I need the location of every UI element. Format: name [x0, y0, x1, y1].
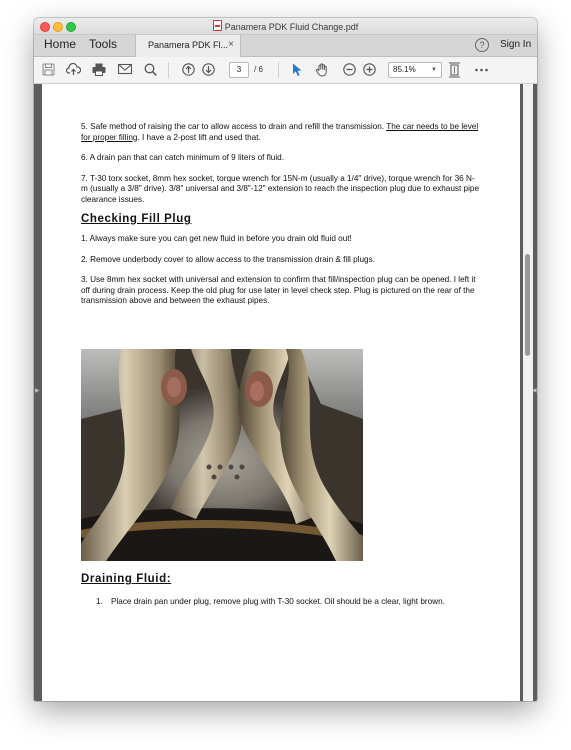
item5-text: 5. Safe method of raising the car to allow access to drain and refill the transmission.: [81, 122, 387, 131]
cloud-upload-icon[interactable]: [66, 63, 81, 76]
item5-text-end: . I have a 2-post lift and used that.: [137, 132, 261, 142]
requirement-item-5: [81, 122, 481, 143]
fill-step-3: 3. Use 8mm hex socket with universal and extension to confirm that fill/inspection plug can be opened. I left it off during drain process. Keep the old plug for use later in level check step. Plug is pictured on the rear of the transmission above and between the exhaust pipes.: [81, 275, 476, 305]
hand-icon[interactable]: [315, 63, 329, 77]
zoom-out-icon[interactable]: [343, 63, 356, 76]
tab-document-label: Panamera PDK Fl...: [148, 40, 229, 50]
right-panel-toggle-icon[interactable]: ◀: [532, 388, 537, 394]
help-icon[interactable]: ?: [475, 38, 489, 52]
requirement-item-6: 6. A drain pan that can catch minimum of 9 liters of fluid.: [81, 153, 284, 162]
page-down-icon[interactable]: [202, 63, 215, 76]
pdf-file-icon: [213, 20, 222, 31]
drain-step-1-text: Place drain pan under plug, remove plug with T-30 socket. Oil should be a clear, light brown.: [111, 597, 445, 606]
save-icon[interactable]: [42, 63, 55, 76]
window-title-text: Panamera PDK Fluid Change.pdf: [224, 22, 359, 32]
select-cursor-icon[interactable]: [292, 63, 303, 77]
pdf-viewer-window: [34, 18, 537, 701]
requirement-item-7: 7. T-30 torx socket, 8mm hex socket, torque wrench for 15N-m (usually a 1/4" drive), torque wrench for 36 N-m (usually a 3/8" drive). 3/8" universal and 3/8"-12" extension to reach the inspection plug due to exhaust pipe clearance issues.: [81, 173, 480, 204]
toolbar-separator: [278, 62, 279, 78]
nav-home[interactable]: Home: [44, 37, 77, 51]
zoom-level-select[interactable]: [388, 62, 442, 78]
email-icon[interactable]: [118, 63, 132, 75]
zoom-level-value: 85.1%: [393, 65, 416, 74]
page-text: [81, 122, 481, 307]
window-title: [34, 20, 537, 32]
drain-step-1-number: 1.: [96, 597, 103, 606]
exhaust-pipes-image: [81, 349, 363, 561]
print-icon[interactable]: [92, 63, 106, 76]
title-bar: [34, 18, 537, 35]
tab-document[interactable]: [135, 35, 241, 57]
fit-page-icon[interactable]: [448, 62, 461, 78]
heading-draining-fluid: Draining Fluid:: [81, 573, 172, 585]
chevron-down-icon: ▼: [431, 67, 437, 73]
tab-bar: [34, 35, 537, 57]
page-up-icon[interactable]: [182, 63, 195, 76]
toolbar-separator: [168, 62, 169, 78]
item5-underlined: The car needs to be level for proper filling: [81, 122, 479, 142]
page-total: / 6: [254, 65, 263, 74]
left-panel-toggle-icon[interactable]: ▶: [35, 388, 40, 394]
drain-step-1: [96, 597, 476, 608]
pdf-page: [42, 84, 520, 701]
fill-step-1: 1. Always make sure you can get new fluid in before you drain old fluid out!: [81, 234, 352, 243]
document-viewer[interactable]: [34, 84, 537, 701]
draining-section: [81, 572, 481, 606]
sign-in-link[interactable]: Sign In: [500, 39, 532, 50]
more-icon[interactable]: [475, 68, 488, 72]
search-icon[interactable]: [144, 63, 157, 76]
transmission-photo: [81, 349, 363, 561]
nav-tools[interactable]: Tools: [89, 37, 118, 51]
toolbar: [34, 57, 537, 84]
scrollbar-thumb[interactable]: [525, 254, 530, 356]
tab-close-icon[interactable]: ×: [228, 39, 234, 50]
fill-step-2: 2. Remove underbody cover to allow access to the transmission drain & fill plugs.: [81, 254, 375, 264]
heading-checking-fill-plug: Checking Fill Plug: [81, 213, 192, 225]
zoom-in-icon[interactable]: [363, 63, 376, 76]
page-number-input[interactable]: 3: [229, 62, 249, 78]
